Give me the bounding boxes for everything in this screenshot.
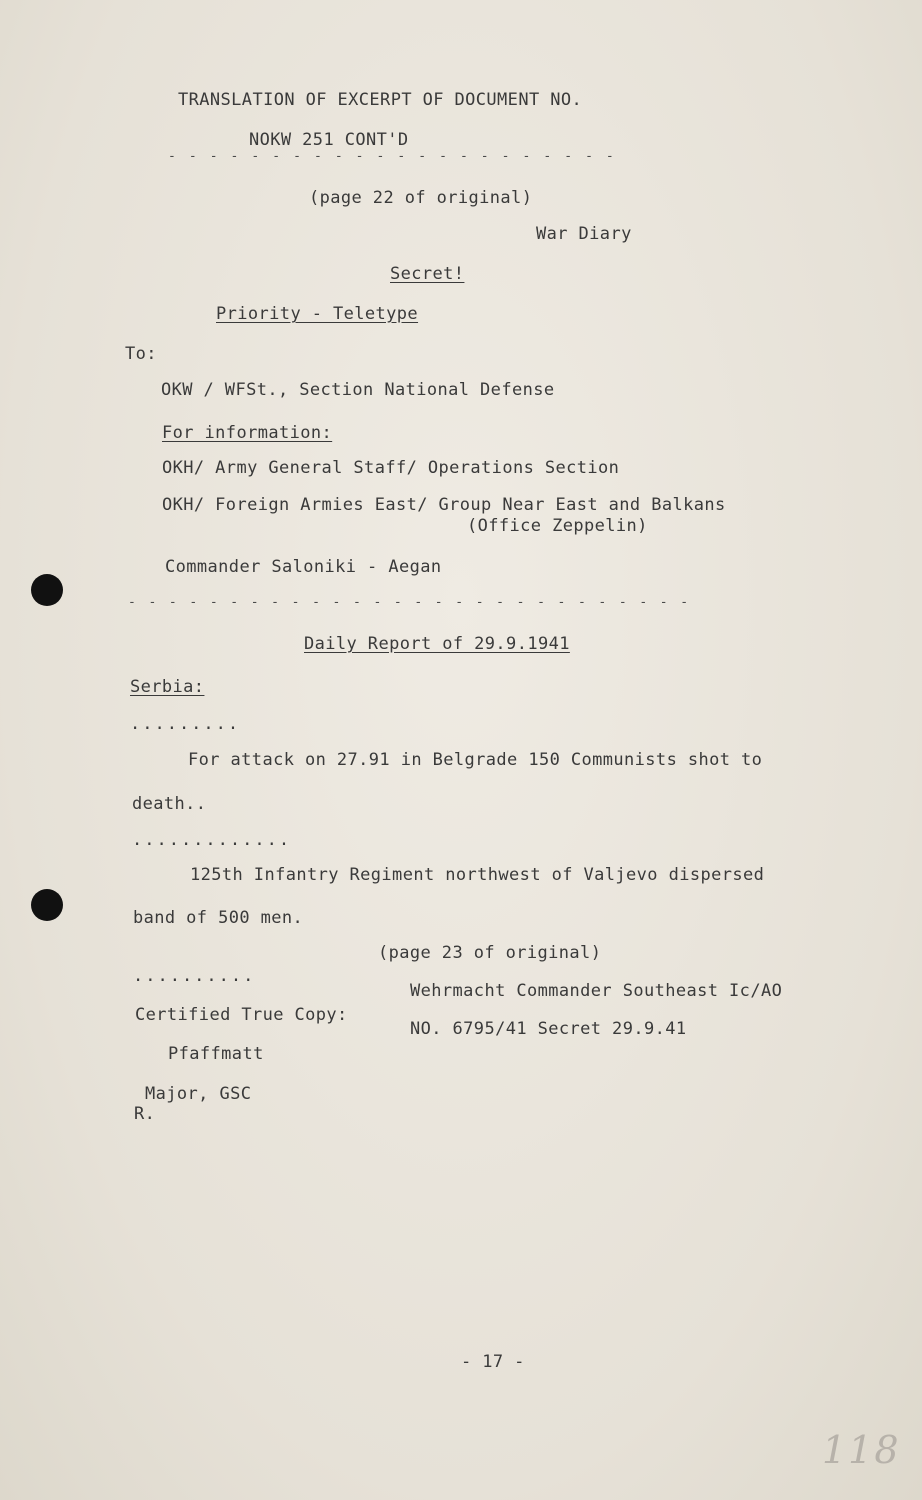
certification-label: Certified True Copy: <box>135 1005 348 1025</box>
omission-dots-2: ............. <box>132 830 292 850</box>
omission-dots-3: .......... <box>133 966 256 986</box>
certifier-name: Pfaffmatt <box>168 1044 264 1064</box>
certifier-rank: Major, GSC <box>145 1084 252 1104</box>
document-title: TRANSLATION OF EXCERPT OF DOCUMENT NO. <box>178 90 583 110</box>
war-diary-label: War Diary <box>536 224 632 244</box>
typist-initial: R. <box>134 1104 156 1124</box>
punch-hole-bottom <box>31 889 63 921</box>
secret-heading: Secret! <box>390 264 465 284</box>
sender-line-1: Wehrmacht Commander Southeast Ic/AO <box>410 981 783 1001</box>
recipient-okh-foreign-armies: OKH/ Foreign Armies East/ Group Near East and Balkans <box>162 495 726 515</box>
recipient-office-zeppelin: (Office Zeppelin) <box>467 516 648 536</box>
for-information-label: For information: <box>162 423 333 443</box>
recipient-commander-saloniki: Commander Saloniki - Aegan <box>165 557 442 577</box>
original-page-reference: (page 22 of original) <box>309 188 533 208</box>
omission-dots-1: ......... <box>130 714 241 734</box>
recipient-okh-operations: OKH/ Army General Staff/ Operations Section <box>162 458 620 478</box>
handwritten-folio-number: 118 <box>822 1428 901 1472</box>
sender-line-2: NO. 6795/41 Secret 29.9.41 <box>410 1019 687 1039</box>
report-title: Daily Report of 29.9.1941 <box>304 634 570 654</box>
punch-hole-top <box>31 574 63 606</box>
document-number: NOKW 251 CONT'D <box>249 130 409 150</box>
report-paragraph-1-line-2: death.. <box>132 794 207 814</box>
report-paragraph-2-line-2: band of 500 men. <box>133 908 304 928</box>
region-heading: Serbia: <box>130 677 205 697</box>
report-paragraph-2-line-1: 125th Infantry Regiment northwest of Valjevo dispersed <box>190 865 765 885</box>
divider-rule: - - - - - - - - - - - - - - - - - - - - - - <box>168 149 617 164</box>
recipient-okw: OKW / WFSt., Section National Defense <box>161 380 555 400</box>
page-number: - 17 - <box>461 1352 525 1372</box>
priority-heading: Priority - Teletype <box>216 304 419 324</box>
to-label: To: <box>125 344 157 364</box>
report-paragraph-1-line-1: For attack on 27.91 in Belgrade 150 Communists shot to <box>188 750 763 770</box>
original-page-reference-2: (page 23 of original) <box>378 943 602 963</box>
divider-rule-2: - - - - - - - - - - - - - - - - - - - - - - - - - - - - <box>128 595 691 610</box>
